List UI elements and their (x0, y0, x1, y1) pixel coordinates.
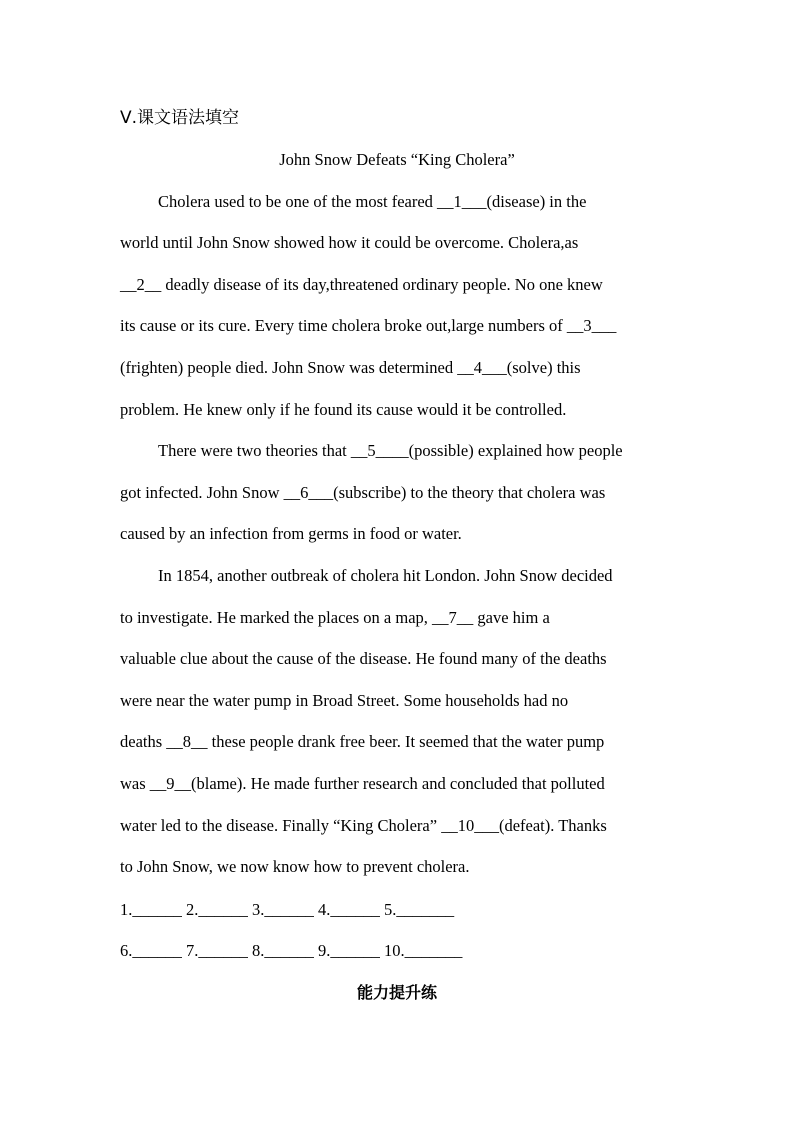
answer-row-2: 6.______ 7.______ 8.______ 9.______ 10._______ (120, 941, 463, 960)
answer-row-1: 1.______ 2.______ 3.______ 4.______ 5._______ (120, 900, 455, 919)
fill-in-blank: __3___ (566, 316, 617, 335)
passage-text: In 1854, another outbreak of cholera hit London. John Snow decided (158, 566, 613, 585)
passage-text: gave him a (473, 608, 550, 627)
passage-text: deadly disease of its day,threatened ordinary people. No one knew (161, 275, 603, 294)
passage-text: to investigate. He marked the places on a map, (120, 608, 433, 627)
passage-line (120, 816, 607, 836)
passage-line (120, 233, 578, 253)
passage-line (158, 192, 586, 212)
passage-line (120, 774, 605, 794)
passage-text: (blame). He made further research and concluded that polluted (191, 774, 605, 793)
passage-line (120, 358, 581, 378)
passage-text: caused by an infection from germs in food or water. (120, 524, 462, 543)
passage-line (120, 275, 603, 295)
passage-text: water led to the disease. Finally “King Cholera” (120, 816, 442, 835)
fill-in-blank: __5____ (350, 441, 409, 460)
fill-in-blank: __8__ (166, 732, 208, 751)
passage-title: John Snow Defeats “King Cholera” (279, 150, 515, 169)
passage-text: valuable clue about the cause of the disease. He found many of the deaths (120, 649, 607, 668)
fill-in-blank: __7__ (432, 608, 474, 627)
passage-text: deaths (120, 732, 167, 751)
passage-text: (frighten) people died. John Snow was determined (120, 358, 458, 377)
passage-text: (defeat). Thanks (498, 816, 607, 835)
fill-in-blank: __4___ (457, 358, 507, 377)
footer-heading: 能力提升练 (356, 983, 437, 1002)
passage-text: were near the water pump in Broad Street. Some households had no (120, 691, 569, 710)
passage-line (120, 400, 566, 420)
passage-line (120, 524, 462, 544)
fill-in-blank: __9__ (149, 774, 192, 793)
fill-in-blank: __10___ (441, 816, 499, 835)
passage-text: was (120, 774, 150, 793)
passage-text: Cholera used to be one of the most feared (158, 192, 438, 211)
section-heading: Ⅴ.课文语法填空 (120, 108, 240, 128)
passage-line (120, 732, 604, 752)
passage-text: (subscribe) to the theory that cholera was (333, 483, 606, 502)
passage-line (120, 483, 605, 503)
passage-text: (disease) in the (486, 192, 587, 211)
passage-line (158, 441, 623, 461)
passage-text: There were two theories that (158, 441, 351, 460)
passage-line (158, 566, 613, 586)
passage-text: its cause or its cure. Every time cholera broke out,large numbers of (120, 316, 567, 335)
passage-text: (solve) this (506, 358, 581, 377)
passage-text: problem. He knew only if he found its cause would it be controlled. (120, 400, 567, 419)
fill-in-blank: __1___ (437, 192, 487, 211)
passage-line (120, 691, 568, 711)
passage-line (120, 316, 616, 336)
passage-line (120, 608, 550, 628)
passage-line (120, 649, 607, 669)
passage-text: these people drank free beer. It seemed that the water pump (207, 732, 605, 751)
fill-in-blank: __6___ (283, 483, 334, 502)
passage-text: to John Snow, we now know how to prevent cholera. (120, 857, 470, 876)
passage-line (120, 857, 470, 877)
passage-text: (possible) explained how people (408, 441, 623, 460)
passage-text: world until John Snow showed how it could be overcome. Cholera,as (120, 233, 579, 252)
passage-text: got infected. John Snow (120, 483, 284, 502)
fill-in-blank: __2__ (120, 275, 162, 294)
